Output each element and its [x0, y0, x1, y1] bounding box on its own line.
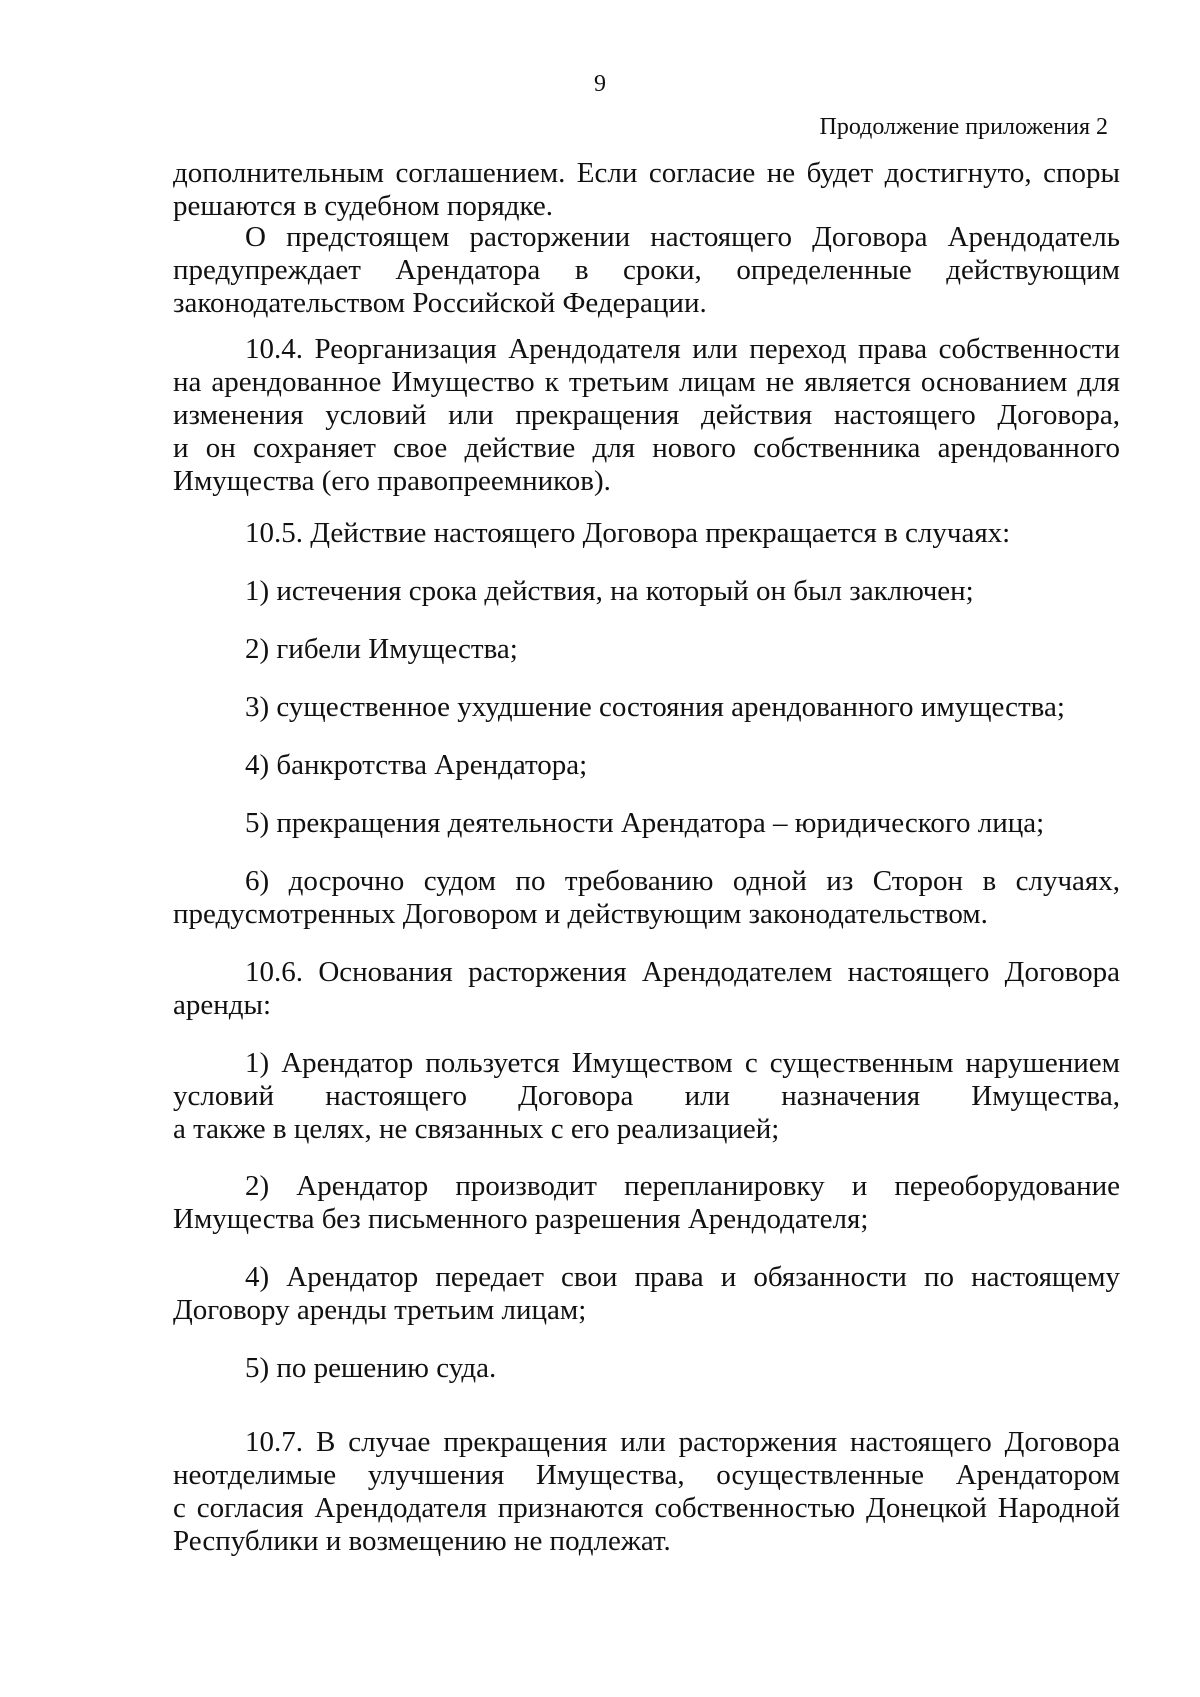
text-line: неотделимые улучшения Имущества, осуществленные Арендатором	[173, 1459, 1120, 1491]
list-item: 4) банкротства Арендатора;	[245, 749, 588, 781]
clause-10-7-line: 10.7. В случае прекращения или расторжения настоящего Договора	[245, 1426, 1120, 1458]
text-line: Имущества без письменного разрешения Арендодателя;	[173, 1203, 869, 1235]
clause-10-5-line: 10.5. Действие настоящего Договора прекращается в случаях:	[245, 517, 1011, 549]
list-item: 2) гибели Имущества;	[245, 633, 518, 665]
text-line: а также в целях, не связанных с его реализацией;	[173, 1113, 780, 1145]
text-line: предусмотренных Договором и действующим законодательством.	[173, 898, 988, 930]
list-item: 6) досрочно судом по требованию одной из Сторон в случаях,	[245, 865, 1120, 897]
text-line: О предстоящем расторжении настоящего Договора Арендодатель	[245, 221, 1120, 253]
text-line: Имущества (его правопреемников).	[173, 465, 611, 497]
text-line: решаются в судебном порядке.	[173, 190, 554, 222]
list-item: 3) существенное ухудшение состояния арендованного имущества;	[245, 691, 1065, 723]
text-line: изменения условий или прекращения действия настоящего Договора,	[173, 399, 1120, 431]
list-item: 4) Арендатор передает свои права и обязанности по настоящему	[245, 1261, 1120, 1293]
list-item: 2) Арендатор производит перепланировку и переоборудование	[245, 1170, 1120, 1202]
list-item: 5) по решению суда.	[245, 1352, 497, 1384]
text-line: условий настоящего Договора или назначения Имущества,	[173, 1080, 1120, 1112]
list-item: 1) истечения срока действия, на который он был заключен;	[245, 575, 974, 607]
clause-10-6-line: 10.6. Основания расторжения Арендодателем настоящего Договора	[245, 956, 1120, 988]
text-line: с согласия Арендодателя признаются собственностью Донецкой Народной	[173, 1492, 1120, 1524]
appendix-continuation-note: Продолжение приложения 2	[819, 114, 1108, 140]
text-line: Республики и возмещению не подлежат.	[173, 1525, 671, 1557]
list-item: 5) прекращения деятельности Арендатора – юридического лица;	[245, 807, 1045, 839]
text-line: и он сохраняет свое действие для нового собственника арендованного	[173, 432, 1120, 464]
clause-10-4-line: 10.4. Реорганизация Арендодателя или переход права собственности	[245, 333, 1120, 365]
list-item: 1) Арендатор пользуется Имуществом с существенным нарушением	[245, 1047, 1120, 1079]
text-line: Договору аренды третьим лицам;	[173, 1294, 587, 1326]
text-line: предупреждает Арендатора в сроки, определенные действующим	[173, 254, 1120, 286]
text-line: законодательством Российской Федерации.	[173, 287, 707, 319]
text-line: аренды:	[173, 989, 272, 1021]
text-line: дополнительным соглашением. Если согласие не будет достигнуто, споры	[173, 157, 1120, 189]
page-number: 9	[594, 71, 606, 97]
text-line: на арендованное Имущество к третьим лицам не является основанием для	[173, 366, 1120, 398]
